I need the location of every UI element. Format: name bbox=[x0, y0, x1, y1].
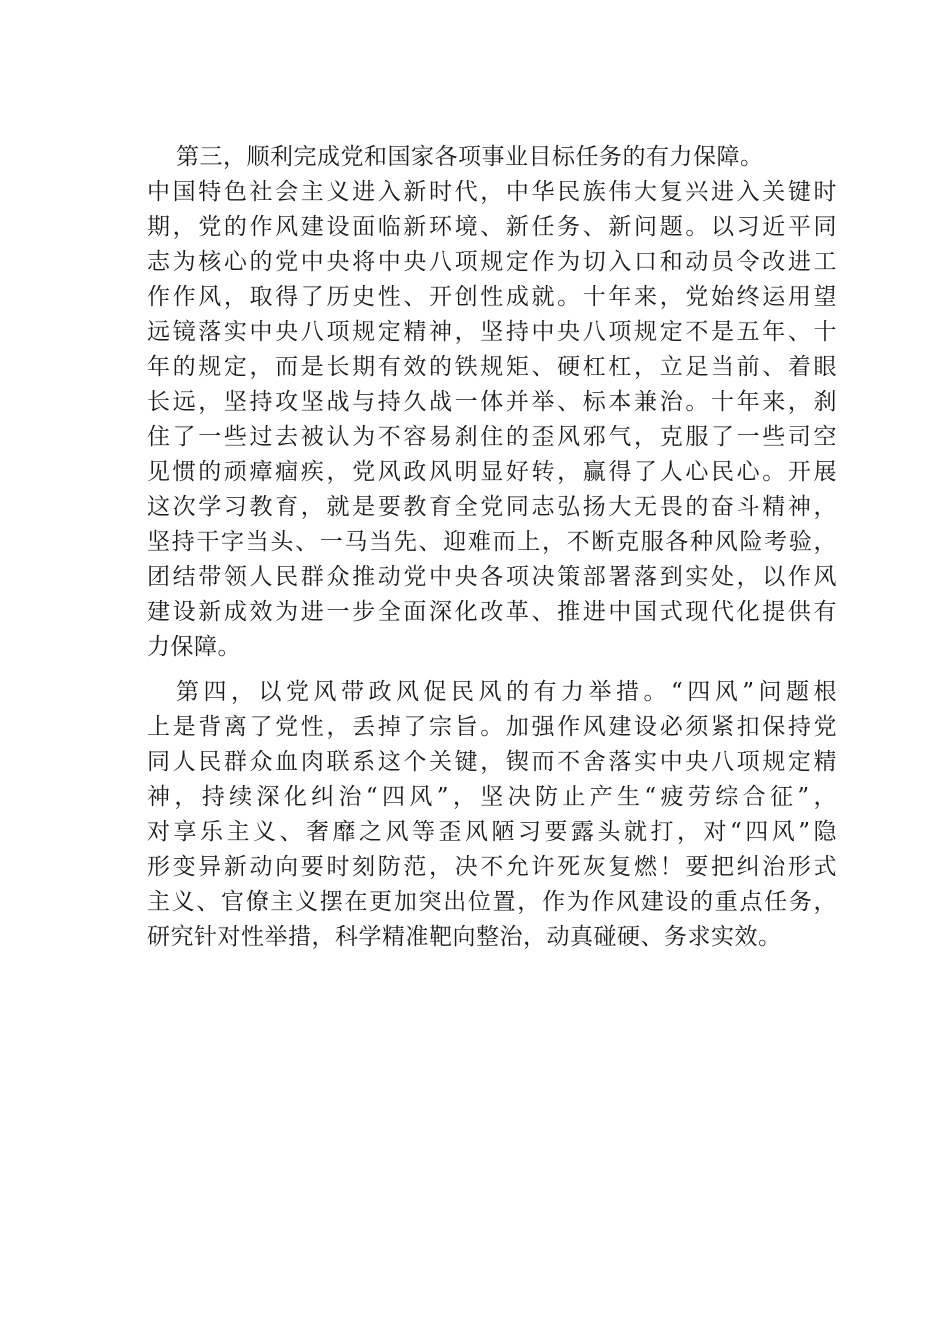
paragraph-1-line-12: 坚持干字当头、一马当先、迎难而上，不断克服各种风险考验， bbox=[147, 529, 837, 555]
paragraph-2-line-2: 上是背离了党性，丢掉了宗旨。加强作风建设必须紧扣保持党 bbox=[147, 714, 837, 740]
paragraph-1-line-5: 作作风，取得了历史性、开创性成就。十年来，党始终运用望 bbox=[147, 284, 837, 310]
paragraph-1-line-7: 年的规定，而是长期有效的铁规矩、硬杠杠，立足当前、着眼 bbox=[147, 354, 837, 380]
paragraph-2-line-8: 研究针对性举措，科学精准靶向整治，动真碰硬、务求实效。 bbox=[147, 924, 782, 950]
paragraph-2-line-5: 对享乐主义、奢靡之风等歪风陋习要露头就打，对“四风”隐 bbox=[147, 819, 837, 845]
paragraph-1-line-14: 建设新成效为进一步全面深化改革、推进中国式现代化提供有 bbox=[147, 599, 837, 625]
paragraph-1-line-3: 期，党的作风建设面临新环境、新任务、新问题。以习近平同 bbox=[147, 214, 837, 240]
paragraph-2-line-1: 第四，以党风带政风促民风的有力举措。“四风”问题根 bbox=[176, 679, 837, 705]
paragraph-1-line-11: 这次学习教育，就是要教育全党同志弘扬大无畏的奋斗精神， bbox=[147, 494, 837, 520]
paragraph-1-line-1: 第三，顺利完成党和国家各项事业目标任务的有力保障。 bbox=[176, 144, 764, 170]
paragraph-2-line-3: 同人民群众血肉联系这个关键，锲而不舍落实中央八项规定精 bbox=[147, 749, 837, 775]
paragraph-1-line-2: 中国特色社会主义进入新时代，中华民族伟大复兴进入关键时 bbox=[147, 179, 837, 205]
paragraph-1-line-8: 长远，坚持攻坚战与持久战一体并举、标本兼治。十年来，刹 bbox=[147, 389, 837, 415]
paragraph-2-line-7: 主义、官僚主义摆在更加突出位置，作为作风建设的重点任务， bbox=[147, 889, 837, 915]
paragraph-1-line-13: 团结带领人民群众推动党中央各项决策部署落到实处，以作风 bbox=[147, 564, 837, 590]
paragraph-1-line-10: 见惯的顽瘴痼疾，党风政风明显好转，赢得了人心民心。开展 bbox=[147, 459, 837, 485]
paragraph-1-line-15: 力保障。 bbox=[147, 634, 241, 660]
paragraph-1-line-4: 志为核心的党中央将中央八项规定作为切入口和动员令改进工 bbox=[147, 249, 837, 275]
paragraph-1-line-9: 住了一些过去被认为不容易刹住的歪风邪气，克服了一些司空 bbox=[147, 424, 837, 450]
paragraph-1-line-6: 远镜落实中央八项规定精神，坚持中央八项规定不是五年、十 bbox=[147, 319, 837, 345]
paragraph-2-line-4: 神，持续深化纠治“四风”，坚决防止产生“疲劳综合征”， bbox=[147, 784, 837, 810]
paragraph-2-line-6: 形变异新动向要时刻防范，决不允许死灰复燃！要把纠治形式 bbox=[147, 854, 837, 880]
